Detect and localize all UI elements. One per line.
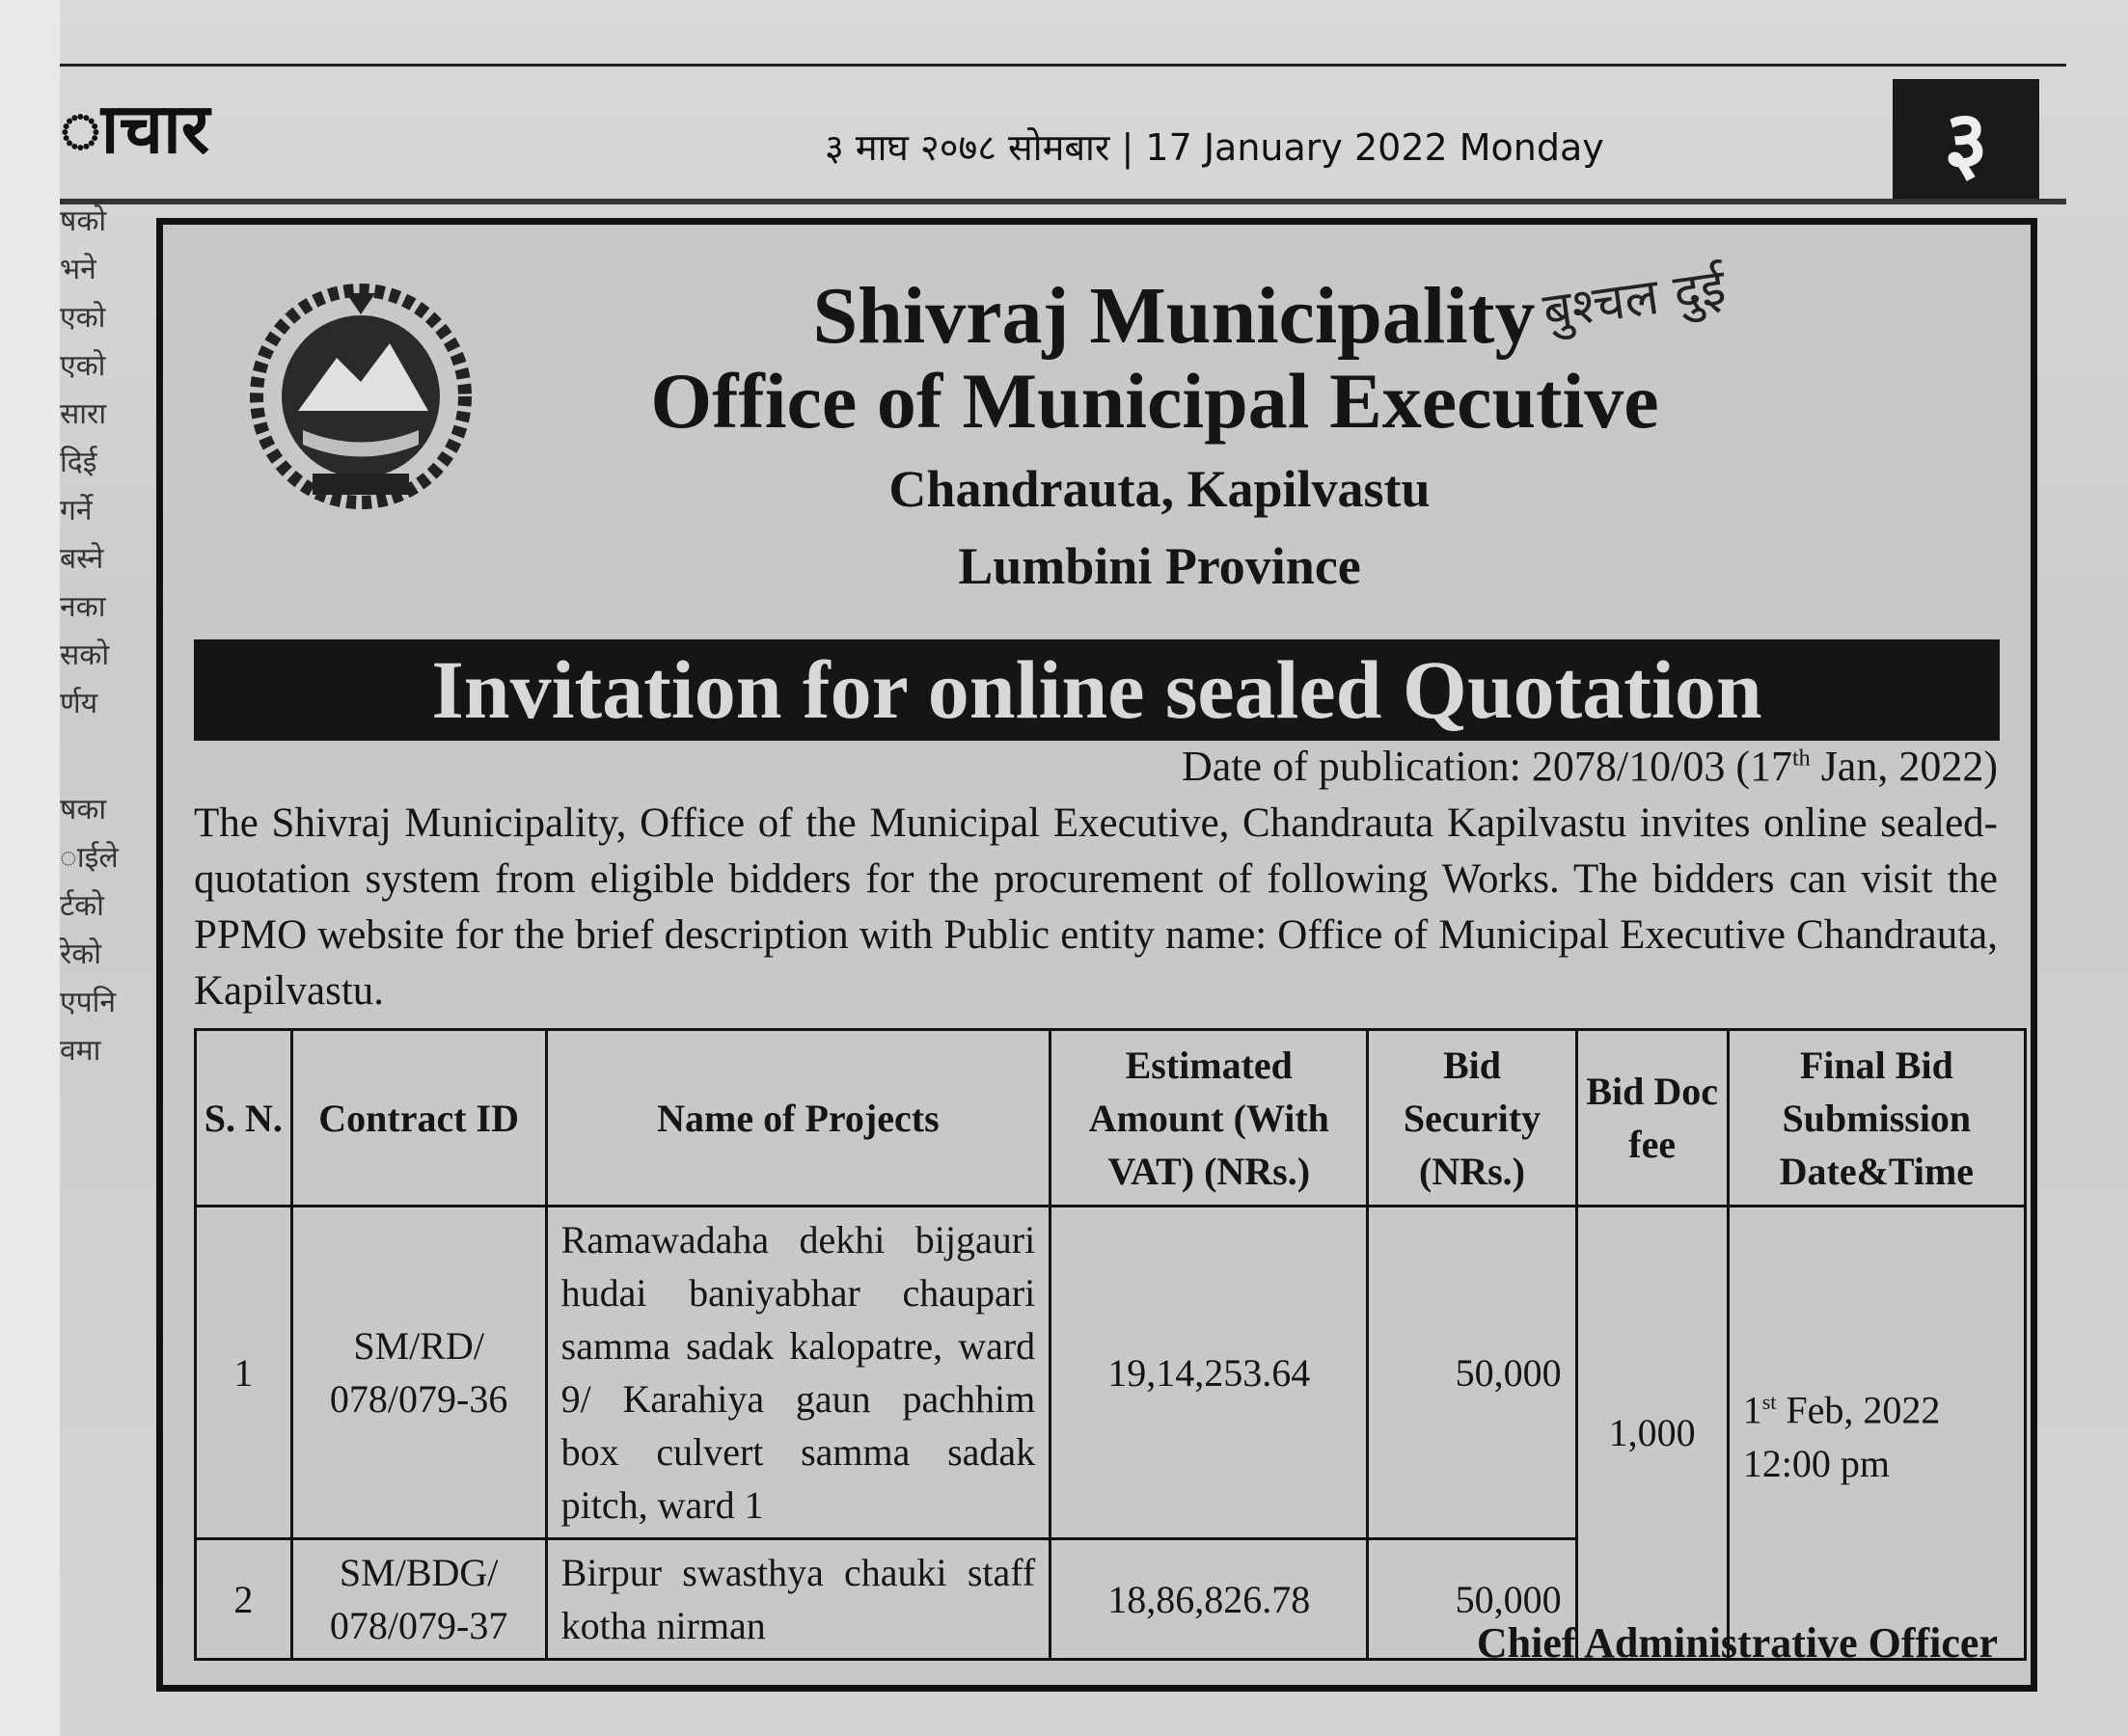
handwritten-note: बुश्चल दुई [1540, 258, 1730, 341]
cell-doc-fee: 1,000 [1576, 1207, 1728, 1660]
fragment: सको [60, 638, 110, 672]
fragment: र्टको [60, 889, 104, 923]
fragment: दिई [60, 446, 97, 479]
municipality-title: Shivraj Municipality [812, 271, 1536, 361]
cell-deadline [1728, 1207, 2025, 1660]
pubdate-suffix: Jan, 2022) [1810, 743, 1998, 790]
cell-sn: 1 [196, 1207, 292, 1539]
date-separator: | [1121, 126, 1146, 169]
masthead-bottom-rule [60, 199, 2066, 204]
cell-bid-security: 50,000 [1368, 1539, 1576, 1660]
table-header-row [196, 1030, 2026, 1207]
table-row [196, 1207, 2026, 1539]
fragment: रेको [60, 937, 102, 971]
notice-banner: Invitation for online sealed Quotation [194, 639, 2000, 741]
fragment: बस्ने [60, 542, 104, 576]
cell-amount: 18,86,826.78 [1050, 1539, 1368, 1660]
province: Lumbini Province [958, 537, 1361, 595]
cell-project-name: Birpur swasthya chauki staff kotha nirman [546, 1539, 1050, 1660]
cell-contract-id: SM/BDG/ 078/079-37 [291, 1539, 546, 1660]
deadline-day: 1 [1742, 1388, 1762, 1432]
page-number: ३ [1893, 79, 2039, 204]
header-deadline: Final Bid Submission Date&Time [1728, 1030, 2025, 1207]
cell-contract-id: SM/RD/ 078/079-36 [291, 1207, 546, 1539]
date-nepali: ३ माघ २०७८ सोमबार [825, 126, 1110, 169]
office-title: Office of Municipal Executive [650, 357, 1659, 445]
notice-advertisement [156, 218, 2037, 1692]
bids-table [194, 1028, 2027, 1661]
date-english: 17 January 2022 Monday [1145, 126, 1604, 169]
notice-body: The Shivraj Municipality, Office of the Municipal Executive, Chandrauta Kapilvastu invites online sealed-quotation system from eligible bidders for the procurement of following Works. The bidders can visit the PPMO website for the brief description with Public entity name: Office of Municipal Executive Chandrauta, Kapilvastu. [194, 800, 1998, 1014]
deadline-rest: Feb, 2022 [1776, 1388, 1941, 1432]
fragment: सारा [60, 397, 107, 431]
fragment: एको [60, 349, 106, 383]
signoff: Chief Administrative Officer [1476, 1619, 1998, 1667]
fragment: नका [60, 590, 106, 624]
cell-bid-security: 50,000 [1368, 1207, 1576, 1539]
fragment: षको [60, 204, 107, 238]
pubdate-sup: th [1792, 746, 1811, 772]
publication-date [1182, 742, 1998, 791]
fragment: भने [60, 253, 96, 286]
header-amount: Estimated Amount (With VAT) (NRs.) [1050, 1030, 1368, 1207]
fragment: एपनि [60, 986, 117, 1019]
page-edge [0, 0, 60, 1736]
masthead-date [825, 122, 1604, 172]
cell-project-name: Ramawadaha dekhi bijgauri hudai baniyabhar chaupari samma sadak kalopatre, ward 9/ Karahiya gaun pachhim box culvert samma sadak pitch, ward 1 [546, 1207, 1050, 1539]
deadline-sup: st [1761, 1390, 1777, 1415]
fragment: र्णय [60, 687, 98, 720]
fragment: एको [60, 301, 106, 335]
header-contract-id: Contract ID [291, 1030, 546, 1207]
fragment: ाईले [60, 841, 119, 875]
cell-sn: 2 [196, 1539, 292, 1660]
fragment: षका [60, 793, 107, 827]
fragment: गर्ने [60, 494, 93, 528]
header-sn: S. N. [196, 1030, 292, 1207]
left-column-fragments [60, 198, 119, 1075]
cell-amount: 19,14,253.64 [1050, 1207, 1368, 1539]
header-project-name: Name of Projects [546, 1030, 1050, 1207]
deadline-time: 12:00 pm [1742, 1441, 1890, 1485]
header-bid-security: Bid Security (NRs.) [1368, 1030, 1576, 1207]
fragment: वमा [60, 1034, 101, 1068]
header-doc-fee: Bid Doc fee [1576, 1030, 1728, 1207]
location: Chandrauta, Kapilvastu [888, 460, 1431, 518]
masthead-top-rule [60, 64, 2066, 67]
section-title: ाचार [60, 88, 210, 169]
pubdate-prefix: Date of publication: 2078/10/03 (17 [1182, 743, 1793, 790]
